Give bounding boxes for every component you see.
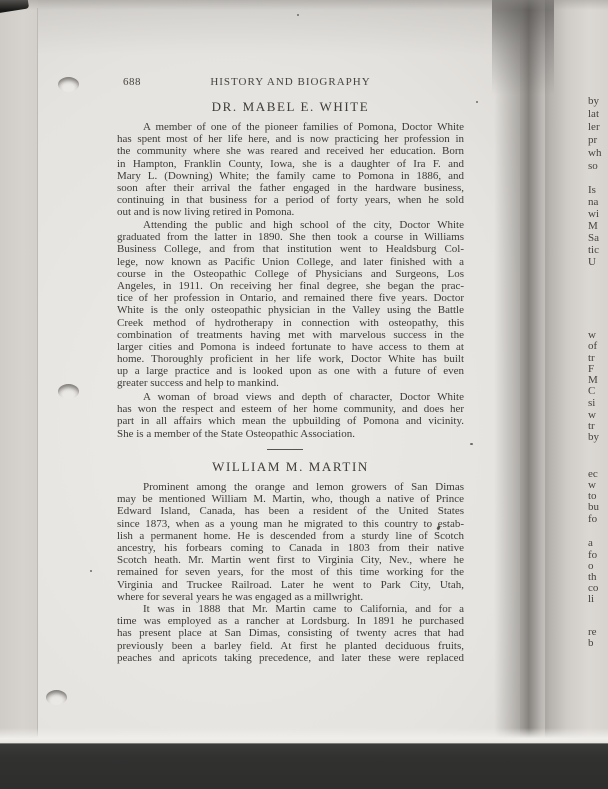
section-divider: [267, 449, 303, 450]
paragraph: [117, 391, 464, 440]
facing-page-text-fragment: lat: [588, 108, 599, 120]
facing-page-text-fragment: si: [588, 397, 596, 409]
paper-speck: [470, 443, 473, 445]
text-line: Business College, and from that institution went to Healdsburg Col-: [117, 243, 464, 256]
facing-page-text-fragment: tr: [588, 420, 595, 432]
facing-page-text-fragment: b: [588, 637, 594, 649]
text-line: Creek method of hydrotherapy in connection with osteopathy, this: [117, 316, 464, 329]
text-line: up a large practice and is looked upon as one with a future of even: [117, 365, 464, 378]
text-line: ancestry, his forbears coming to Canada in 1803 from their native: [117, 541, 464, 554]
text-line: Scotch heath. Mr. Martin went first to Virginia City, Nev., where he: [117, 554, 464, 567]
text-line: Attending the public and high school of the city, Doctor White: [143, 219, 464, 231]
facing-page-text-fragment: Is: [588, 184, 596, 196]
facing-page-text-fragment: ler: [588, 121, 600, 133]
page-number: 688: [123, 76, 141, 88]
facing-page-text-fragment: by: [588, 95, 599, 107]
facing-page-text-fragment: Sa: [588, 232, 599, 244]
book-gutter-shadow: [494, 0, 550, 743]
facing-page-text-fragment: re: [588, 626, 597, 638]
paragraph: [117, 121, 464, 219]
facing-page-text-fragment: wh: [588, 147, 602, 159]
text-line: where for several years he was engaged as a millwright.: [117, 590, 364, 603]
text-line: time was employed as a rancher at Lordsburg. In 1891 he purchased: [117, 615, 464, 628]
text-line: combination of treatments having met with marvelous success in the: [117, 328, 464, 341]
facing-page-text-fragment: of: [588, 340, 598, 352]
facing-page-text-fragment: pr: [588, 134, 598, 146]
text-line: Mary L. (Downing) White; the family came to Pomona in 1886, and: [117, 169, 464, 182]
text-line: tice of her profession in Ontario, and remained there five years. Doctor: [117, 292, 464, 305]
facing-page-text-fragment: C: [588, 385, 596, 397]
text-line: course in the Osteopathic College of Physicians and Surgeons, Los: [117, 267, 464, 280]
text-line: A woman of broad views and depth of character, Doctor White: [143, 391, 464, 403]
facing-page-text-fragment: F: [588, 363, 595, 375]
running-header: HISTORY AND BIOGRAPHY: [210, 76, 371, 88]
facing-page-text-fragment: co: [588, 582, 599, 594]
text-line: since 1873, when as a young man he migrated to this country to estab-: [117, 517, 464, 530]
facing-page-text-fragment: a: [588, 537, 593, 549]
text-line: home. Thoroughly proficient in her life work, Doctor White has built: [117, 353, 464, 366]
facing-page-text-fragment: by: [588, 431, 599, 443]
facing-page-text-fragment: w: [588, 479, 596, 491]
facing-page-text-fragment: ec: [588, 468, 598, 480]
page-bottom-edge: [0, 728, 608, 743]
punch-hole: [46, 690, 67, 705]
facing-page-text-fragment: fo: [588, 549, 598, 561]
running-header-row: [117, 76, 464, 89]
text-line: A member of one of the pioneer families of Pomona, Doctor White: [143, 121, 464, 133]
paper-speck: [90, 570, 92, 572]
text-line: has present place at San Dimas, consisting of twenty acres that had: [117, 627, 464, 640]
facing-page-text-fragment: w: [588, 329, 596, 341]
facing-page-text-fragment: to: [588, 490, 597, 502]
text-line: continuing in that business for a period of forty years, when he sold: [117, 194, 464, 207]
text-line: lege, now known as Pacific Union College, and later finished with a: [117, 255, 464, 268]
facing-page-text-fragment: tic: [588, 244, 599, 256]
text-line: greater success and help to mankind.: [117, 377, 279, 390]
text-line: She is a member of the State Osteopathic Association.: [117, 427, 355, 440]
facing-page-text-fragment: M: [588, 374, 598, 386]
text-line: part in all affairs which mean the upbuilding of Pomona and vicinity.: [117, 415, 464, 428]
text-line: lish a permanent home. He is descended from a sturdy line of Scotch: [117, 529, 464, 542]
text-line: graduated from the latter in 1890. She then took a course in Williams: [117, 231, 464, 244]
facing-page-text-fragment: na: [588, 196, 599, 208]
paper-speck: [476, 101, 478, 103]
page-left-edge: [37, 8, 38, 736]
text-line: remained for seven years, for the most of this time working for the: [117, 566, 464, 579]
facing-page-text-fragment: M: [588, 220, 598, 232]
facing-page-text-fragment: U: [588, 256, 596, 268]
book-gutter-top-shadow: [492, 0, 554, 95]
text-line: in Hampton, Franklin County, Iowa, she is a daughter of Ira F. and: [117, 157, 464, 170]
text-line: peaches and apricots taking precedence, and later these were replaced: [117, 651, 464, 664]
text-line: Virginia and Truckee Railroad. Later he went to Park City, Utah,: [117, 578, 464, 591]
facing-page-text-fragment: bu: [588, 501, 599, 513]
text-line: White is the only osteopathic physician in the Valley using the Battle: [117, 304, 464, 317]
text-line: larger cities and Pomona is indeed fortunate to have access to them at: [117, 340, 464, 353]
text-line: It was in 1888 that Mr. Martin came to California, and for a: [143, 603, 464, 615]
photo-bottom-dark-band: [0, 743, 608, 789]
facing-page-text-fragment: li: [588, 593, 595, 605]
paragraph: [117, 481, 464, 603]
text-line: has spent most of her life here, and is now practicing her profession in: [117, 133, 464, 146]
photo-left-margin: [0, 0, 38, 743]
facing-page-text-fragment: th: [588, 571, 597, 583]
facing-page-text-fragment: w: [588, 409, 596, 421]
punch-hole: [58, 77, 79, 92]
section-title-dr-mabel-e-white: DR. MABEL E. WHITE: [211, 99, 370, 114]
text-column: [117, 0, 464, 743]
paragraph: [117, 219, 464, 390]
punch-hole: [58, 384, 79, 399]
text-line: has won the respect and esteem of her home community, and does her: [117, 403, 464, 416]
facing-page-text-fragment: fo: [588, 513, 598, 525]
facing-page-text-fragment: so: [588, 160, 598, 172]
section-title-william-m-martin: WILLIAM M. MARTIN: [212, 459, 369, 474]
facing-page-text-fragment: wi: [588, 208, 599, 220]
text-line: previously been a barley field. At first he planted deciduous fruits,: [117, 639, 464, 652]
paragraph: [117, 603, 464, 664]
facing-page-text-fragment: o: [588, 560, 594, 572]
text-line: Angeles, in 1911. On receiving her final degree, she began the prac-: [117, 279, 464, 292]
text-line: soon after their arrival the father engaged in the hardware business,: [117, 181, 464, 194]
text-line: Edward Island, Canada, has been a resident of the United States: [117, 505, 464, 518]
text-line: may be mentioned William M. Martin, who, though a native of Prince: [117, 493, 464, 506]
facing-page-text-fragment: tr: [588, 352, 595, 364]
text-line: out and is now living retired in Pomona.: [117, 206, 295, 219]
text-line: the community where she was reared and received her education. Born: [117, 145, 464, 158]
text-line: Prominent among the orange and lemon growers of San Dimas: [143, 481, 464, 493]
